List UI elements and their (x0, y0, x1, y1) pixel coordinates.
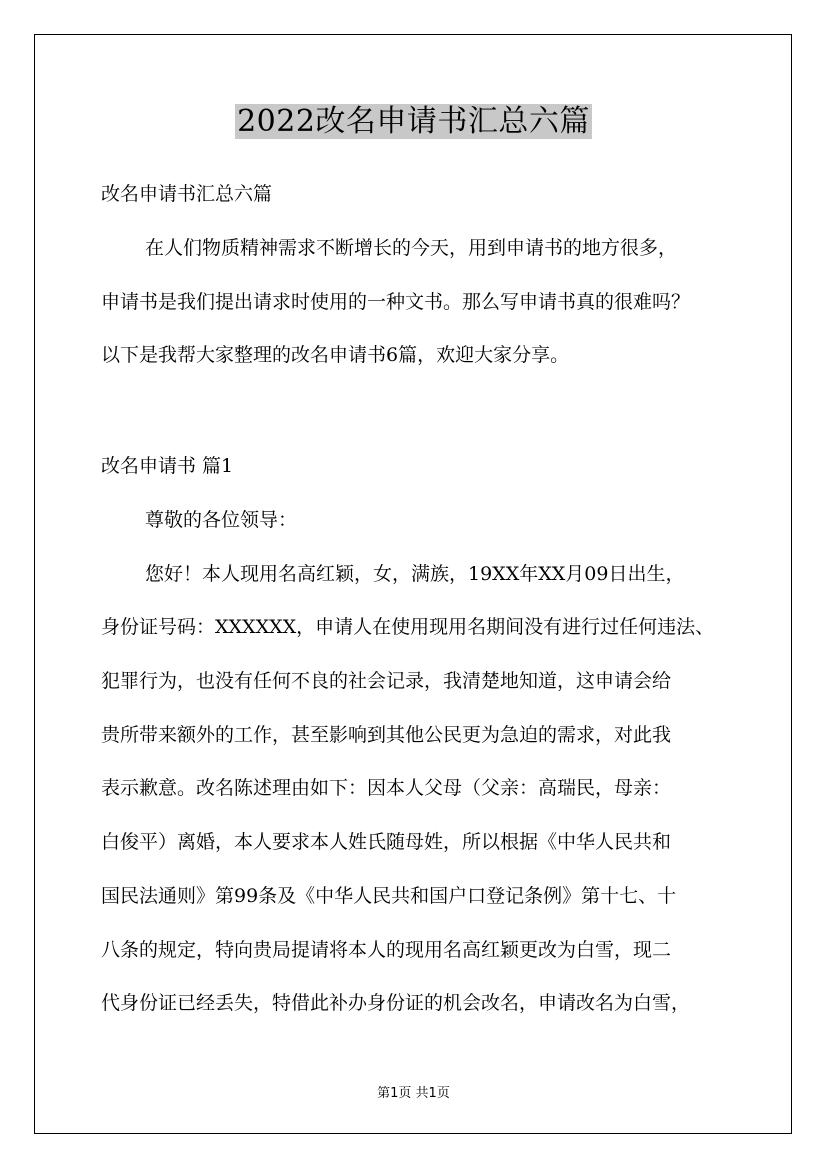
salutation: 尊敬的各位领导： (145, 509, 298, 531)
intro-line-1: 在人们物质精神需求不断增长的今天，用到申请书的地方很多， (145, 237, 678, 259)
body-line-4: 贵所带来额外的工作，甚至影响到其他公民更为急迫的需求，对此我 (101, 724, 672, 746)
document-title: 2022改名申请书汇总六篇 (237, 104, 590, 139)
body-line-1: 您好！本人现用名高红颖，女，满族，19XX年XX月09日出生， (145, 563, 685, 585)
section-heading: 改名申请书 篇1 (101, 455, 234, 477)
body-line-9: 代身份证已经丢失，特借此补办身份证的机会改名，申请改名为白雪， (101, 992, 691, 1014)
body-line-3: 犯罪行为，也没有任何不良的社会记录，我清楚地知道，这申请会给 (101, 670, 672, 692)
page-footer: 第1页 共1页 (377, 1086, 450, 1101)
body-line-8: 八条的规定，特向贵局提请将本人的现用名高红颖更改为白雪，现二 (101, 939, 672, 961)
document-title-wrapper (0, 100, 827, 144)
body-line-2: 身份证号码：XXXXXX，申请人在使用现用名期间没有进行过任何违法、 (101, 616, 715, 638)
body-line-6: 白俊平）离婚，本人要求本人姓氏随母姓，所以根据《中华人民共和 (101, 831, 672, 853)
body-line-7: 国民法通则》第99条及《中华人民共和国户口登记条例》第十七、十 (101, 885, 677, 907)
intro-line-2: 申请书是我们提出请求时使用的一种文书。那么写申请书真的很难吗？ (101, 291, 691, 313)
intro-line-3: 以下是我帮大家整理的改名申请书6篇，欢迎大家分享。 (101, 344, 570, 366)
body-line-5: 表示歉意。改名陈述理由如下：因本人父母（父亲：高瑞民，母亲： (101, 777, 672, 799)
document-subtitle: 改名申请书汇总六篇 (101, 183, 273, 205)
